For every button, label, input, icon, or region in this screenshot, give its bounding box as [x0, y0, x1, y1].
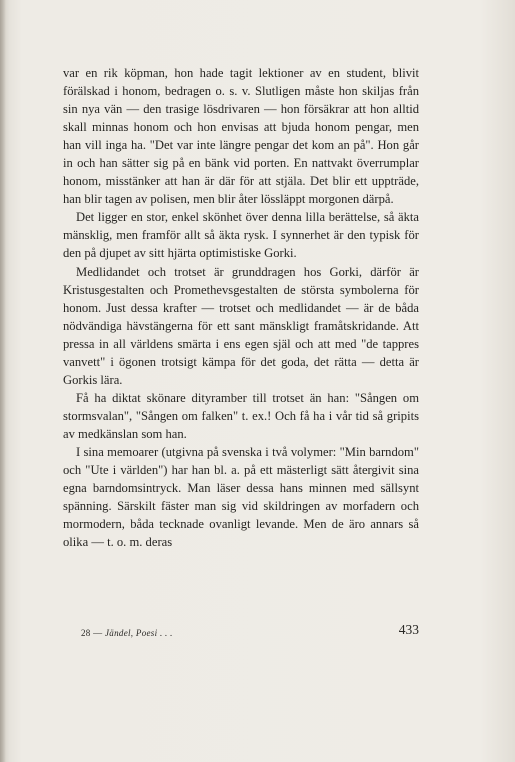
page-number: 433 [398, 622, 419, 637]
paragraph-5: I sina memoarer (utgivna på svenska i två volymer: "Min barndom" och "Ute i världen") har han bl. a. på ett mästerligt sätt återgivit sina egna barndomsintryck. Man läser dessa hans minnen med sällsynt spänning. Särskilt fäster man sig vid skildringen av morfadern och mormodern, båda tecknade ovanligt levande. Men de äro annars så olika — t. o. m. deras [63, 444, 419, 550]
paragraph-1: var en rik köpman, hon hade tagit lektioner av en student, blivit förälskad i honom, bedragen o. s. v. Slutligen måste hon skiljas från sin nya vän — den trasige lösdrivaren — hon försäkrar att hon alltid skall minnas honom och hon envisas att bjuda honom pengar, men han vill inga ha. "Det var inte längre pengar det kom an på". Hon går in och han sätter sig på en bänk vid porten. En nattvakt överrumplar honom, misstänker att han är där för att stjäla. Det blir ett uppträde, han blir tagen av polisen, men blir åter lössläppt morgonen därpå. [63, 66, 419, 207]
signature-title: Jändel, Poesi . . . [105, 628, 173, 638]
spine-shadow [0, 0, 6, 762]
paragraph-2: Det ligger en stor, enkel skönhet över denna lilla berättelse, så äkta mänsklig, men framför allt så äkta rysk. I synnerhet är den typisk för den på djupet av sitt hjärta optimistiske Gorki. [63, 210, 419, 261]
printer-signature [81, 628, 173, 638]
paragraph-4: Få ha diktat skönare dityramber till trotset än han: "Sången om stormsvalan", "Sången om falken" t. ex.! Och få ha i vår tid så gripits av medkänslan som han. [63, 390, 419, 441]
page-footer [63, 622, 419, 642]
paragraph-3: Medlidandet och trotset är grunddragen hos Gorki, därför är Kristusgestalten och Promethevsgestalten de största symbolerna för honom. Just dessa krafter — trotset och medlidandet — är de båda nödvändiga hävstängerna för ett sant mänskligt framåtskridande. Att pressa in all världens smärta i ens egen själ och att med "de tappres vanvett" i ögonen trotsigt kämpa för det goda, det rätta — detta är Gorkis lära. [63, 264, 419, 387]
body-text [63, 64, 419, 551]
signature-number: 28 — [81, 628, 103, 638]
